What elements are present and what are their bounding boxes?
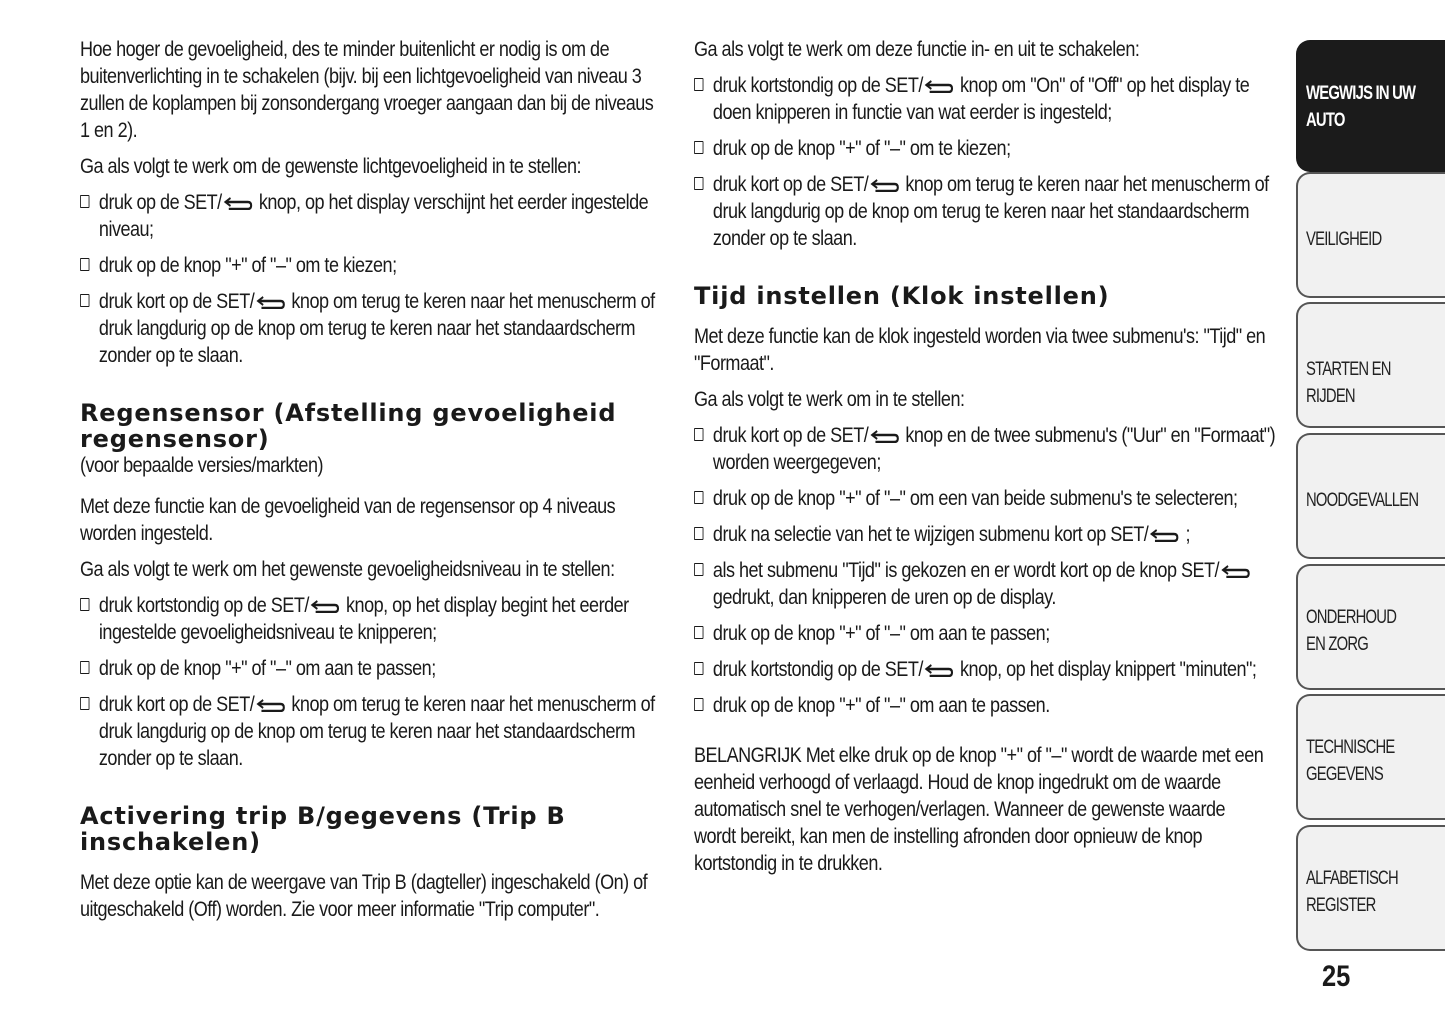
return-arrow-icon	[925, 79, 954, 93]
list-item: druk op de SET/ knop, op het display verschijnt het eerder ingestelde niveau;	[80, 189, 683, 243]
checkbox-bullet-icon	[80, 598, 89, 611]
tab-label: WEGWIJS IN UW AUTO	[1306, 83, 1416, 131]
checkbox-bullet-icon	[694, 428, 703, 441]
checkbox-bullet-icon	[694, 141, 703, 154]
return-arrow-icon	[223, 196, 252, 210]
section-subtitle: (voor bepaalde versies/markten)	[80, 454, 323, 477]
list-item: druk kort op de SET/ knop om terug te keren naar het menuscherm of druk langdurig op de knop om terug te keren naar het standaardscherm zonder op te slaan.	[80, 691, 683, 772]
list-item: druk op de knop "+" of "–" om aan te passen.	[694, 692, 1287, 719]
list-item: druk kortstondig op de SET/ knop, op het display begint het eerder ingestelde gevoeligheidsniveau te knipperen;	[80, 592, 683, 646]
page-number: 25	[1322, 960, 1351, 993]
tab-label: ALFABETISCH REGISTER	[1306, 868, 1398, 916]
important-note: BELANGRIJK Met elke druk op de knop "+" of "–" wordt de waarde met een eenheid verhoogd of verlaagd. Houd de knop ingedrukt om de waarde automatisch snel te verhogen/verlagen. Wanneer de gewenste waarde wordt bereikt, kan men de instelling afronden door opnieuw de knop kortstondig in te drukken.	[694, 744, 1264, 875]
list-item: druk kort op de SET/ knop om terug te keren naar het menuscherm of druk langdurig op de knop om terug te keren naar het standaardscherm zonder op te slaan.	[694, 171, 1287, 252]
tab-alfabetisch-register[interactable]	[1296, 825, 1445, 951]
return-arrow-icon	[256, 698, 285, 712]
tab-technische-gegevens[interactable]	[1296, 694, 1445, 820]
tab-label: TECHNISCHE GEGEVENS	[1306, 737, 1395, 785]
left-column	[80, 36, 665, 932]
checkbox-bullet-icon	[80, 258, 89, 271]
checkbox-bullet-icon	[80, 661, 89, 674]
checkbox-bullet-icon	[80, 195, 89, 208]
list-item: druk kortstondig op de SET/ knop, op het display knippert "minuten";	[694, 656, 1287, 683]
paragraph: Hoe hoger de gevoeligheid, des te minder buitenlicht er nodig is om de buitenverlichting in te schakelen (bijv. bij een lichtgevoeligheid van niveau 3 zullen de koplampen bij zonsondergang vroeger aangaan dan bij de niveaus 1 en 2).	[80, 38, 654, 142]
list-item: als het submenu "Tijd" is gekozen en er wordt kort op de knop SET/ gedrukt, dan knipperen de uren op de display.	[694, 557, 1287, 611]
list-item: druk kort op de SET/ knop om terug te keren naar het menuscherm of druk langdurig op de knop om terug te keren naar het standaardscherm zonder op te slaan.	[80, 288, 683, 369]
list-item: druk op de knop "+" of "–" om te kiezen;	[694, 135, 1287, 162]
tab-veiligheid[interactable]	[1296, 172, 1445, 298]
checkbox-bullet-icon	[694, 177, 703, 190]
tab-label: VEILIGHEID	[1306, 229, 1382, 250]
tab-label: NOODGEVALLEN	[1306, 490, 1419, 511]
section-heading: Regensensor (Afstelling gevoeligheid regensensor)	[80, 399, 617, 453]
checkbox-bullet-icon	[694, 563, 703, 576]
checkbox-bullet-icon	[694, 527, 703, 540]
tab-label: STARTEN EN RIJDEN	[1306, 359, 1391, 407]
tab-noodgevallen[interactable]	[1296, 433, 1445, 559]
tab-label: ONDERHOUD EN ZORG	[1306, 607, 1397, 655]
paragraph: Met deze functie kan de gevoeligheid van de regensensor op 4 niveaus worden ingesteld.	[80, 495, 616, 545]
list-item: druk na selectie van het te wijzigen submenu kort op SET/ ;	[694, 521, 1287, 548]
checkbox-bullet-icon	[694, 491, 703, 504]
checkbox-bullet-icon	[694, 78, 703, 91]
checkbox-bullet-icon	[694, 626, 703, 639]
return-arrow-icon	[256, 295, 285, 309]
paragraph: Ga als volgt te werk om het gewenste gevoeligheidsniveau in te stellen:	[80, 558, 615, 581]
paragraph: Met deze optie kan de weergave van Trip B (dagteller) ingeschakeld (On) of uitgeschakeld (Off) worden. Zie voor meer informatie "Trip computer".	[80, 871, 648, 921]
paragraph: Ga als volgt te werk om deze functie in- en uit te schakelen:	[694, 38, 1140, 61]
return-arrow-icon	[870, 178, 899, 192]
list-item: druk kort op de SET/ knop en de twee submenu's ("Uur" en "Formaat") worden weergegeven;	[694, 422, 1287, 476]
section-heading: Activering trip B/gegevens (Trip B inschakelen)	[80, 802, 566, 856]
return-arrow-icon	[1221, 564, 1250, 578]
return-arrow-icon	[1150, 528, 1179, 542]
return-arrow-icon	[311, 599, 340, 613]
paragraph: Met deze functie kan de klok ingesteld worden via twee submenu's: "Tijd" en "Formaat".	[694, 325, 1266, 375]
list-item: druk op de knop "+" of "–" om aan te passen;	[694, 620, 1287, 647]
paragraph: Ga als volgt te werk om in te stellen:	[694, 388, 965, 411]
checkbox-bullet-icon	[694, 698, 703, 711]
return-arrow-icon	[870, 429, 899, 443]
right-column	[694, 36, 1276, 886]
section-heading: Tijd instellen (Klok instellen)	[694, 282, 1110, 310]
list-item: druk op de knop "+" of "–" om te kiezen;	[80, 252, 683, 279]
list-item: druk kortstondig op de SET/ knop om "On" of "Off" op het display te doen knipperen in functie van wat eerder is ingesteld;	[694, 72, 1287, 126]
checkbox-bullet-icon	[694, 662, 703, 675]
paragraph: Ga als volgt te werk om de gewenste lichtgevoeligheid in te stellen:	[80, 155, 581, 178]
tab-starten-en-rijden[interactable]	[1296, 302, 1445, 428]
checkbox-bullet-icon	[80, 697, 89, 710]
tab-onderhoud-en-zorg[interactable]	[1296, 564, 1445, 690]
list-item: druk op de knop "+" of "–" om een van beide submenu's te selecteren;	[694, 485, 1287, 512]
list-item: druk op de knop "+" of "–" om aan te passen;	[80, 655, 683, 682]
tab-wegwijs-in-uw-auto[interactable]	[1296, 40, 1445, 172]
checkbox-bullet-icon	[80, 294, 89, 307]
return-arrow-icon	[925, 663, 954, 677]
